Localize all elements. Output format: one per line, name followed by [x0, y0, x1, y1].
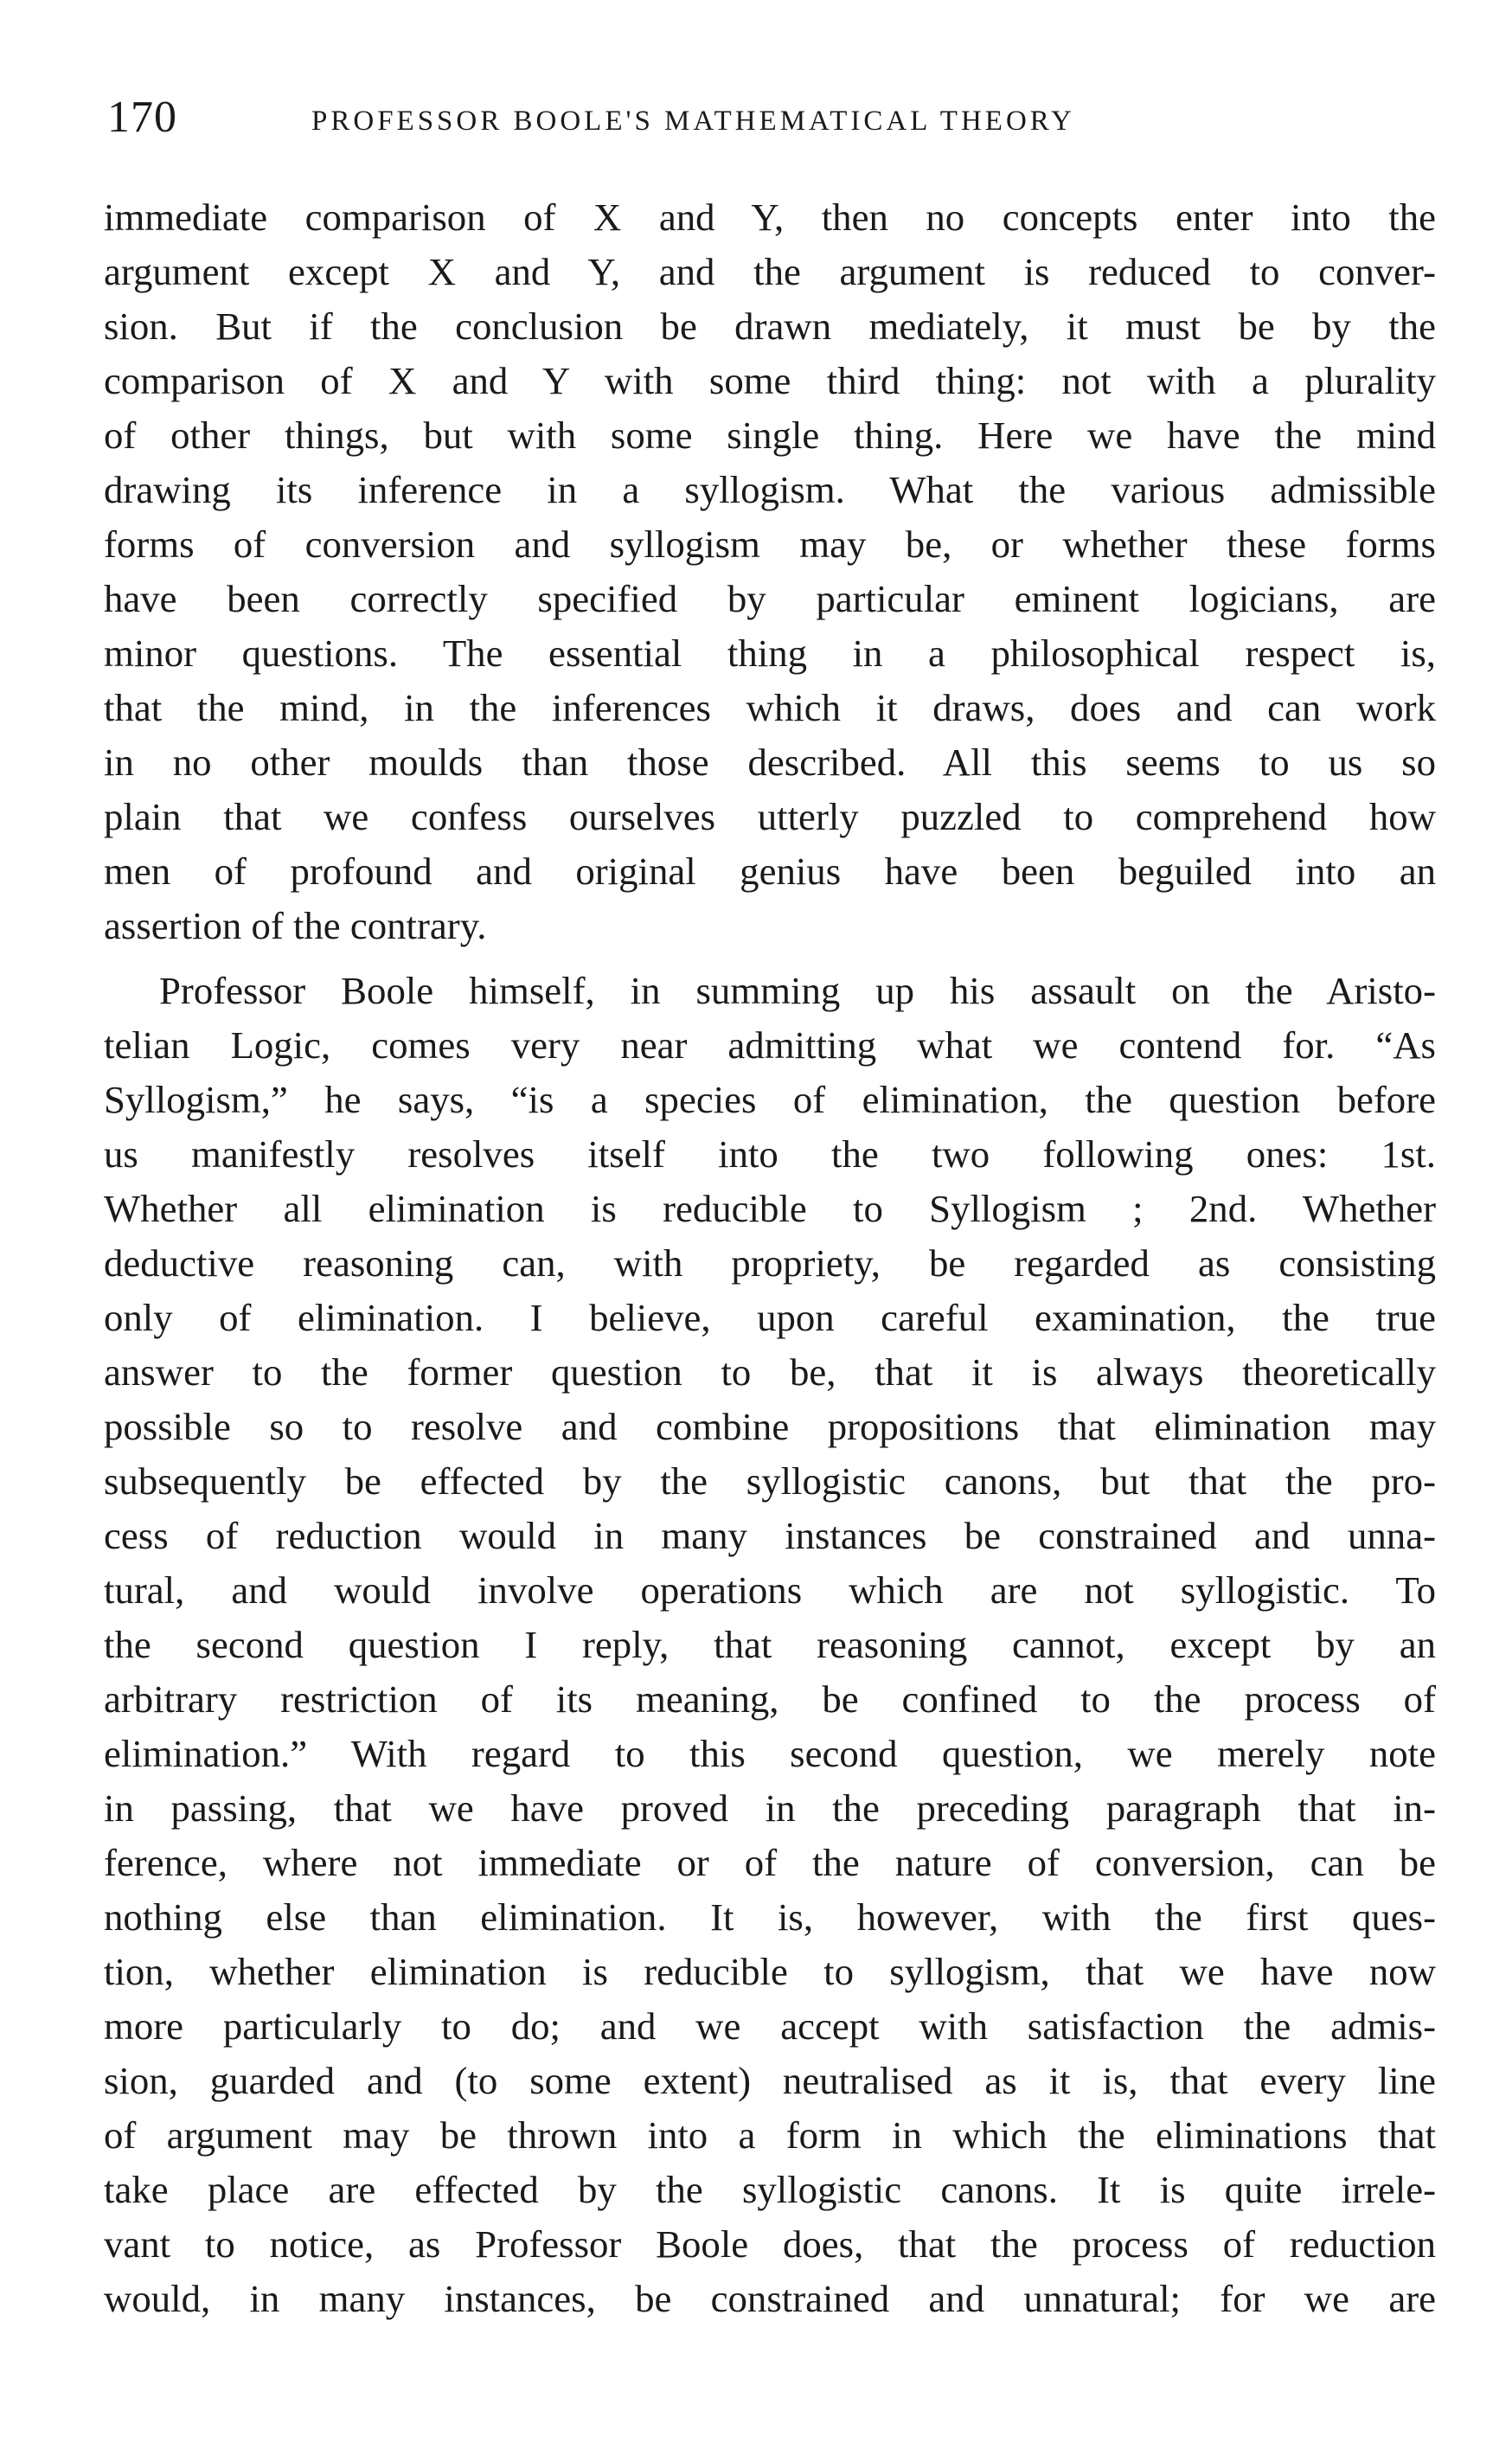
text-line: minor questions. The essential thing in a philosophical respect is, — [104, 632, 1436, 675]
text-line: Syllogism,” he says, “is a species of elimination, the question before — [104, 1078, 1436, 1121]
text-line: forms of conversion and syllogism may be, or whether these forms — [104, 523, 1436, 566]
text-line: in passing, that we have proved in the preceding paragraph that in- — [104, 1786, 1436, 1830]
text-line: sion. But if the conclusion be drawn mediately, it must be by the — [104, 305, 1436, 348]
text-line: men of profound and original genius have been beguiled into an — [104, 850, 1436, 893]
running-head — [104, 87, 1436, 156]
text-line: of argument may be thrown into a form in which the eliminations that — [104, 2113, 1436, 2157]
text-line: argument except X and Y, and the argument is reduced to conver- — [104, 250, 1436, 293]
text-line: Whether all elimination is reducible to Syllogism ; 2nd. Whether — [104, 1187, 1436, 1230]
text-line: vant to notice, as Professor Boole does, that the process of reduction — [104, 2222, 1436, 2266]
text-line: more particularly to do; and we accept with satisfaction the admis- — [104, 2004, 1436, 2048]
page-number: 170 — [107, 93, 177, 142]
text-line: have been correctly specified by particular eminent logicians, are — [104, 577, 1436, 620]
text-line: tural, and would involve operations which are not syllogistic. To — [104, 1568, 1436, 1612]
text-line: subsequently be effected by the syllogistic canons, but that the pro- — [104, 1459, 1436, 1503]
text-line: ference, where not immediate or of the nature of conversion, can be — [104, 1841, 1436, 1884]
text-line: would, in many instances, be constrained and unnatural; for we are — [104, 2277, 1436, 2320]
text-line: immediate comparison of X and Y, then no concepts enter into the — [104, 196, 1436, 239]
paragraph-1 — [104, 190, 1436, 953]
text-line: the second question I reply, that reasoning cannot, except by an — [104, 1623, 1436, 1666]
text-line: elimination.” With regard to this second question, we merely note — [104, 1732, 1436, 1775]
text-line: plain that we confess ourselves utterly puzzled to comprehend how — [104, 795, 1436, 838]
running-title: PROFESSOR BOOLE'S MATHEMATICAL THEORY — [311, 106, 1075, 137]
text-line: that the mind, in the inferences which it draws, does and can work — [104, 686, 1436, 729]
text-line: in no other moulds than those described. All this seems to us so — [104, 741, 1436, 784]
text-line: take place are effected by the syllogistic canons. It is quite irrele- — [104, 2168, 1436, 2211]
text-line: cess of reduction would in many instances be constrained and unna- — [104, 1514, 1436, 1557]
text-line: drawing its inference in a syllogism. What the various admissible — [104, 468, 1436, 511]
text-line: deductive reasoning can, with propriety, be regarded as consisting — [104, 1241, 1436, 1285]
paragraph-2 — [104, 964, 1436, 2326]
text-line: answer to the former question to be, that it is always theoretically — [104, 1350, 1436, 1394]
text-line: us manifestly resolves itself into the two following ones: 1st. — [104, 1132, 1436, 1176]
text-line: Professor Boole himself, in summing up his assault on the Aristo- — [159, 969, 1436, 1012]
text-line: assertion of the contrary. — [104, 904, 487, 947]
text-line: tion, whether elimination is reducible to syllogism, that we have now — [104, 1950, 1436, 1993]
text-line: comparison of X and Y with some third thing: not with a plurality — [104, 359, 1436, 402]
book-page — [104, 87, 1436, 2388]
text-line: arbitrary restriction of its meaning, be confined to the process of — [104, 1677, 1436, 1721]
text-line: possible so to resolve and combine propositions that elimination may — [104, 1405, 1436, 1448]
text-line: telian Logic, comes very near admitting what we contend for. “As — [104, 1023, 1436, 1067]
text-line: sion, guarded and (to some extent) neutralised as it is, that every line — [104, 2059, 1436, 2102]
text-line: nothing else than elimination. It is, however, with the first ques- — [104, 1895, 1436, 1939]
text-line: of other things, but with some single thing. Here we have the mind — [104, 414, 1436, 457]
text-line: only of elimination. I believe, upon careful examination, the true — [104, 1296, 1436, 1339]
